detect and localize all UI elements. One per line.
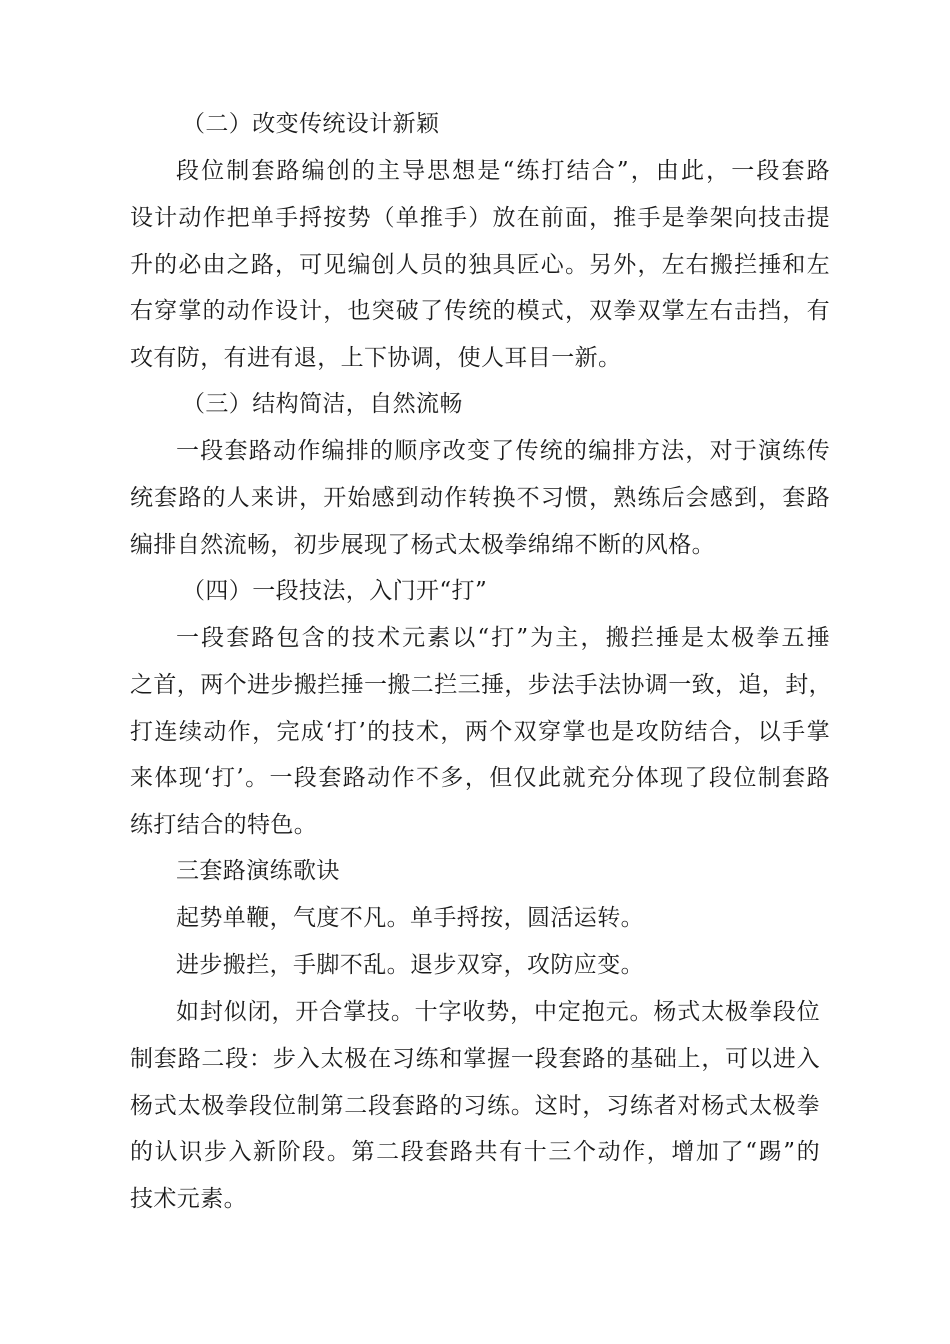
- paragraph-line: 之首，两个进步搬拦捶一搬二拦三捶，步法手法协调一致，追，封，: [130, 671, 832, 698]
- paragraph-design-novelty: [130, 148, 830, 382]
- section-heading-4: [130, 568, 830, 615]
- paragraph-line: 来体现‘打’。一段套路动作不多，但仅此就充分体现了段位制套路: [130, 765, 830, 792]
- paragraph-line: 三套路演练歌诀: [176, 858, 340, 884]
- paragraph-line: 的认识步入新阶段。第二段套路共有十三个动作，增加了“踢”的: [130, 1139, 820, 1166]
- paragraph-line: 设计动作把单手捋按势（单推手）放在前面，推手是拳架向技击提: [130, 204, 830, 231]
- paragraph-line: 起势单鞭，气度不凡。单手捋按，圆活运转。: [176, 905, 644, 931]
- paragraph-line: 打连续动作，完成‘打’的技术，两个双穿掌也是攻防结合，以手掌: [130, 718, 830, 745]
- paragraph-line: 段位制套路编创的主导思想是“练打结合”，由此，一段套路: [176, 158, 830, 184]
- paragraph-line: 编排自然流畅，初步展现了杨式太极拳绵绵不断的风格。: [130, 531, 715, 558]
- paragraph-level-two: [130, 989, 820, 1223]
- paragraph-verse-1: [130, 895, 830, 942]
- heading-line: （四）一段技法，入门开“打”: [182, 578, 488, 604]
- section-heading-2: [130, 101, 830, 148]
- paragraph-line: 升的必由之路，可见编创人员的独具匠心。另外，左右搬拦捶和左: [130, 251, 830, 278]
- paragraph-line: 如封似闭，开合掌技。十字收势，中定抱元。杨式太极拳段位: [176, 999, 820, 1025]
- paragraph-structure: [130, 428, 830, 568]
- paragraph-song-title: [130, 848, 830, 895]
- paragraph-verse-2: [130, 942, 830, 989]
- paragraph-line: 统套路的人来讲，开始感到动作转换不习惯，熟练后会感到，套路: [130, 484, 830, 511]
- paragraph-line: 进步搬拦，手脚不乱。退步双穿，攻防应变。: [176, 952, 644, 978]
- paragraph-line: 杨式太极拳段位制第二段套路的习练。这时，习练者对杨式太极拳: [130, 1092, 820, 1119]
- heading-line: （二）改变传统设计新颖: [182, 111, 440, 137]
- heading-line: （三）结构简洁，自然流畅: [182, 391, 463, 417]
- paragraph-line: 技术元素。: [130, 1186, 247, 1213]
- paragraph-line: 攻有防，有进有退，上下协调，使人耳目一新。: [130, 345, 622, 372]
- paragraph-line: 一段套路动作编排的顺序改变了传统的编排方法，对于演练传: [176, 438, 830, 464]
- paragraph-technique: [130, 615, 830, 849]
- paragraph-line: 练打结合的特色。: [130, 812, 318, 839]
- section-heading-3: [130, 381, 830, 428]
- paragraph-line: 制套路二段：步入太极在习练和掌握一段套路的基础上，可以进入: [130, 1045, 820, 1072]
- paragraph-line: 一段套路包含的技术元素以“打”为主，搬拦捶是太极拳五捶: [176, 625, 830, 651]
- paragraph-line: 右穿掌的动作设计，也突破了传统的模式，双拳双掌左右击挡，有: [130, 298, 830, 325]
